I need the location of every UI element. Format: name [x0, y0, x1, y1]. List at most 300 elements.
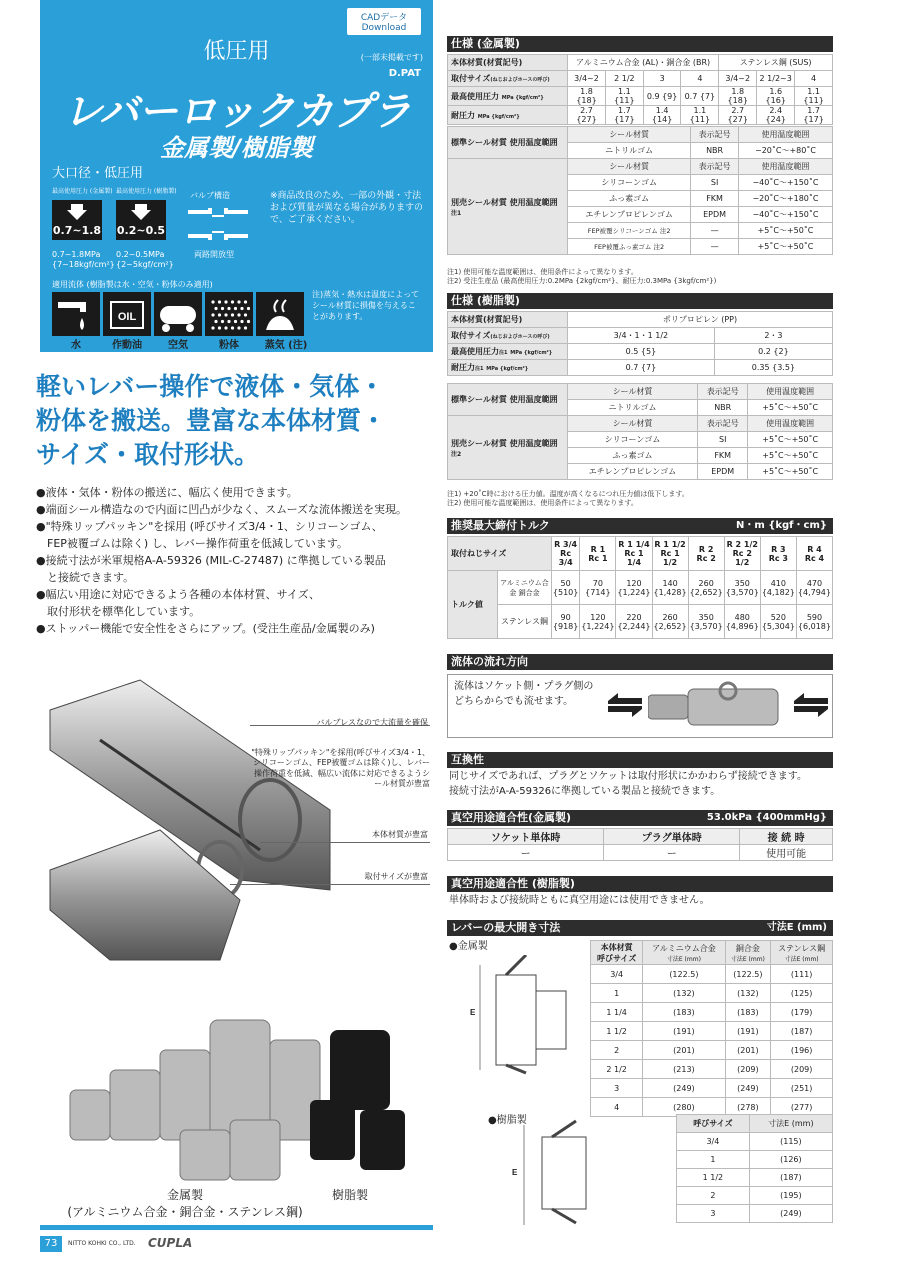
torque-head: [796, 537, 832, 571]
torque-k: {3,570}: [689, 621, 723, 631]
feature-item: ●接続寸法が米軍規格A-A-59326 (MIL-C-27487) に準拠している製品: [36, 554, 386, 568]
cad-note: (一部未掲載です): [360, 53, 423, 62]
lever-cell: (187): [771, 1022, 833, 1041]
table-row: [448, 127, 833, 143]
table-row: [448, 360, 833, 376]
head-line: 銅合金: [735, 943, 760, 953]
table-row: [448, 845, 833, 861]
torque-head: [616, 537, 652, 571]
size-cell: 2・3: [714, 328, 832, 344]
footnote: 注2) 受注生産品 (最高使用圧力:0.2MPa {2kgf/cm²}、耐圧力:0.3MPa {3kgf/cm²}): [447, 277, 717, 286]
torque-k: {2,652}: [653, 621, 687, 631]
unit-text: MPa {kgf/cm²}: [510, 350, 553, 356]
head-r: R 4: [807, 544, 822, 554]
note-text: 注1: [499, 350, 508, 356]
table-row: [591, 941, 833, 965]
lever-metal-diagram: [466, 955, 586, 1075]
torque-cell: [688, 571, 724, 605]
lever-cell: 3: [591, 1079, 643, 1098]
spec-metal-seal-table: [447, 126, 833, 255]
proof-cell: 1.7 {17}: [605, 106, 643, 125]
download-label: Download: [361, 23, 407, 33]
fluid-water: 水: [71, 340, 81, 351]
table-row: [677, 1187, 833, 1205]
spec-metal-table: [447, 54, 833, 125]
lever-cell: (195): [749, 1187, 832, 1205]
torque-k: {4,182}: [761, 587, 795, 597]
vac-cell: 使用可能: [740, 845, 833, 861]
dim-e-label: E: [512, 1168, 518, 1177]
seal-header: 表示記号: [698, 416, 748, 432]
head-r: R 1 1/2: [654, 540, 686, 549]
spec-resin-footnotes: [447, 490, 833, 508]
feature-item: FEP被覆ゴムは除く) し、レバー操作荷重を低減しています。: [36, 537, 349, 551]
powder-dots: [205, 292, 253, 336]
seal-cell: NBR: [698, 400, 748, 416]
torque-k: {4,896}: [725, 621, 759, 631]
size-label-sub: (ねじおよびホースの呼び): [490, 334, 550, 340]
seal-cell: +5˚C～+50˚C: [748, 464, 833, 480]
product-subtitle: 金属製/樹脂製: [160, 134, 313, 162]
lever-unit: 寸法E (mm): [766, 922, 827, 933]
section-flow: 流体の流れ方向: [447, 654, 833, 670]
lever-cell: (249): [749, 1205, 832, 1223]
proof-cell: 2.4 {24}: [757, 106, 795, 125]
company-name: NITTO KOHKI CO., LTD.: [68, 1240, 136, 1247]
feature-item: ●ストッパー機能で安全性をさらにアップ。(受注生産品/金属製のみ): [36, 622, 375, 636]
table-row: [448, 829, 833, 845]
pressure-cell: 1.1 {11}: [795, 87, 833, 106]
torque-cell: [796, 605, 832, 639]
size-label-sub: (ねじおよびホースの呼び): [490, 77, 550, 83]
lever-head: 呼びサイズ: [677, 1115, 750, 1133]
proof-text: 耐圧力: [451, 110, 475, 120]
torque-title: 推奨最大締付トルク: [451, 519, 550, 532]
lever-cell: 2: [591, 1041, 643, 1060]
table-row: [448, 605, 833, 639]
vac-resin-text: 単体時および接続時ともに真空用途には使用できません。: [449, 895, 710, 906]
seal-header: シール材質: [568, 384, 698, 400]
seal-cell: −20˚C～+180˚C: [738, 191, 832, 207]
page-number: 73: [40, 1236, 62, 1252]
seal-cell: エチレンプロピレンゴム: [568, 207, 691, 223]
callout-line: [260, 842, 430, 843]
lever-cell: (280): [643, 1098, 725, 1117]
torque-k: {5,304}: [761, 621, 795, 631]
head-rc: Rc 2: [696, 553, 716, 563]
brand-logo: CUPLA: [148, 1236, 193, 1250]
proof-cell: 0.35 {3.5}: [714, 360, 832, 376]
al-br-header: アルミニウム合金 (AL)・銅合金 (BR): [568, 55, 719, 71]
resin-pressure-gauge-icon: [116, 200, 166, 240]
flow-box: [447, 674, 833, 738]
proof-cell: 1.4 {14}: [643, 106, 681, 125]
seal-header: 使用温度範囲: [748, 384, 833, 400]
head-r: R 3: [771, 544, 786, 554]
oil-icon: [103, 292, 151, 336]
proof-cell: 1.1 {11}: [681, 106, 719, 125]
head-sub: 寸法E (mm): [784, 955, 819, 963]
lever-cell: 2: [677, 1187, 750, 1205]
torque-v: 120: [590, 612, 606, 622]
seal-cell: SI: [698, 432, 748, 448]
pressure-cell: 1.1 {11}: [605, 87, 643, 106]
size-cell: 4: [795, 71, 833, 87]
feature-list: [36, 484, 436, 637]
torque-table: [447, 536, 833, 639]
torque-cell: [760, 605, 796, 639]
thread-size-label: 取付ねじサイズ: [448, 537, 552, 571]
lever-metal-label: ●金属製: [449, 941, 488, 952]
table-row: [591, 984, 833, 1003]
seal-cell: FKM: [698, 448, 748, 464]
seal-cell: EPDM: [691, 207, 739, 223]
note-text: 注1: [475, 366, 484, 372]
size-label: [448, 328, 568, 344]
lead-line: サイズ・取付形状。: [36, 439, 260, 469]
powder-icon: [205, 292, 253, 336]
vac-head: プラグ単体時: [604, 829, 740, 845]
torque-k: {6,018}: [797, 621, 831, 631]
head-r: R 2 1/2: [726, 540, 758, 549]
vac-cell: ー: [604, 845, 740, 861]
torque-cell: [551, 571, 579, 605]
head-line: 呼びサイズ: [596, 953, 637, 963]
torque-head: [760, 537, 796, 571]
compat-line: 同じサイズであれば、プラグとソケットは取付形状にかかわらず接続できます。: [449, 771, 807, 782]
lever-cell: 1 1/2: [677, 1169, 750, 1187]
feature-item: ●液体・気体・粉体の搬送に、幅広く使用できます。: [36, 486, 298, 499]
lever-cell: (132): [725, 984, 771, 1003]
lever-cell: (111): [771, 965, 833, 984]
torque-unit: N・m {kgf・cm}: [735, 520, 827, 531]
head-line: アルミニウム合金: [652, 943, 716, 953]
proof-cell: 2.7 {27}: [568, 106, 606, 125]
table-row: [448, 328, 833, 344]
seal-header: シール材質: [568, 127, 691, 143]
torque-k: {1,224}: [617, 587, 651, 597]
valve-structure-icon: [186, 204, 250, 246]
seal-cell: ふっ素ゴム: [568, 448, 698, 464]
torque-v: 480: [734, 612, 750, 622]
torque-head: [724, 537, 760, 571]
product-notes: ※商品改良のため、一部の外観・寸法および質量が異なる場合がありますので、ご了承ください。: [270, 191, 424, 226]
footer-rule: [40, 1225, 433, 1230]
valve-label: バルブ構造: [190, 191, 230, 200]
torque-cell: [616, 605, 652, 639]
opt-note: 注1: [451, 209, 462, 217]
footnote: 注1) 使用可能な温度範囲は、使用条件によって異なります。: [447, 268, 638, 276]
table-row: [677, 1151, 833, 1169]
lever-cell: (201): [643, 1041, 725, 1060]
seal-header: シール材質: [568, 416, 698, 432]
caption-metal-title: 金属製: [166, 1188, 203, 1202]
head-sub: 寸法E (mm): [666, 955, 701, 963]
cad-label: CADデータ: [360, 13, 408, 23]
arrow-down-icon: [131, 204, 151, 220]
seal-cell: シリコーンゴム: [568, 432, 698, 448]
lever-cell: 3: [677, 1205, 750, 1223]
size-label-text: 取付サイズ: [451, 331, 491, 340]
pressure-cell: 1.8 {18}: [568, 87, 606, 106]
table-row: [448, 71, 833, 87]
seal-header: 使用温度範囲: [748, 416, 833, 432]
lever-cell: 1: [677, 1151, 750, 1169]
vac-metal-unit: 53.0kPa {400mmHg}: [706, 812, 827, 823]
seal-header: 使用温度範囲: [738, 127, 832, 143]
torque-cell: [760, 571, 796, 605]
vacuum-metal-table: [447, 828, 833, 861]
flow-line: どちらからでも流せます。: [454, 696, 574, 707]
proof-cell: 0.7 {7}: [568, 360, 715, 376]
lever-cell: (179): [771, 1003, 833, 1022]
table-row: [677, 1133, 833, 1151]
max-pressure-text: 最高使用圧力: [451, 91, 499, 101]
spec-resin-seal-table: [447, 383, 833, 480]
section-spec-resin: 仕様 (樹脂製): [447, 293, 833, 309]
lever-head: [725, 941, 771, 965]
resin-pressure-note: 0.2~0.5MPa {2~5kgf/cm²}: [116, 250, 174, 270]
lever-cell: (191): [725, 1022, 771, 1041]
callout-mounting-size: 取付サイズが豊富: [364, 872, 428, 881]
section-vacuum-resin: 真空用途適合性 (樹脂製): [447, 876, 833, 892]
unit-text: MPa {kgf/cm²}: [501, 94, 544, 101]
lead-line: 軽いレバー操作で液体・気体・: [36, 372, 385, 401]
unit-text: MPa {kgf/cm²}: [477, 113, 520, 120]
feature-item: と接続できます。: [36, 571, 135, 585]
head-line: ステンレス鋼: [778, 943, 826, 953]
lever-cell: (125): [771, 984, 833, 1003]
head-rc: Rc 4: [804, 553, 825, 563]
lever-cell: (249): [643, 1079, 725, 1098]
torque-v: 470: [806, 578, 823, 588]
lever-cell: (183): [643, 1003, 725, 1022]
seal-cell: シリコーンゴム: [568, 175, 691, 191]
callout-line: [230, 884, 430, 885]
opt-seal-text: 別売シール材質 使用温度範囲: [451, 197, 558, 207]
torque-cell: [688, 605, 724, 639]
lever-cell: (213): [643, 1060, 725, 1079]
seal-cell: エチレンプロピレンゴム: [568, 464, 698, 480]
table-row: [448, 159, 833, 175]
table-row: [448, 416, 833, 432]
torque-cell: [580, 571, 616, 605]
seal-cell: FEP被覆ふっ素ゴム 注2: [568, 239, 691, 255]
flow-text: [454, 679, 593, 709]
low-pressure-tag: 低圧用: [203, 39, 270, 64]
seal-cell: +5˚C～+50˚C: [748, 448, 833, 464]
water-icon: [52, 292, 100, 336]
seal-cell: ニトリルゴム: [568, 400, 698, 416]
opt-seal-label: [448, 416, 568, 480]
lever-cell: 2 1/2: [591, 1060, 643, 1079]
torque-cell: [551, 605, 579, 639]
seal-cell: +5˚C～+50˚C: [748, 432, 833, 448]
lever-title: レバーの最大開き寸法: [451, 921, 561, 934]
size-cell: 3: [643, 71, 681, 87]
pressure-cell: 0.2 {2}: [714, 344, 832, 360]
seal-header: 表示記号: [698, 384, 748, 400]
lever-resin-diagram: [510, 1115, 620, 1230]
torque-v: 410: [770, 578, 786, 588]
head-rc: Rc 3: [768, 553, 788, 563]
proof-pressure-label: [448, 360, 568, 376]
torque-v: 350: [734, 578, 750, 588]
head-line: 本体材質: [600, 942, 633, 952]
torque-v: 590: [806, 612, 823, 622]
lever-cell: 3/4: [677, 1133, 750, 1151]
metal-pressure-value: 0.7~1.8: [52, 224, 102, 237]
lever-cell: (132): [643, 984, 725, 1003]
al-label: アルミニウム合金 銅合金: [498, 571, 552, 605]
table-row: [591, 1022, 833, 1041]
bidirectional-arrow-icon: [794, 693, 828, 717]
seal-cell: +5˚C～+50˚C: [738, 223, 832, 239]
size-cell: 3/4~2: [719, 71, 757, 87]
head-rc: Rc 1 1/2: [660, 549, 680, 567]
size-cell: 3/4~2: [568, 71, 606, 87]
proof-pressure-label: [448, 106, 568, 125]
torque-k: {2,244}: [617, 621, 651, 631]
seal-header: 使用温度範囲: [738, 159, 832, 175]
lever-head: 寸法E (mm): [749, 1115, 832, 1133]
seal-header: シール材質: [568, 159, 691, 175]
lever-cell: (196): [771, 1041, 833, 1060]
lever-resin-table: [676, 1114, 833, 1223]
seal-cell: FKM: [691, 191, 739, 207]
torque-v: 520: [770, 612, 786, 622]
head-r: R 3/4: [554, 540, 578, 549]
torque-v: 50: [560, 578, 571, 588]
table-row: [448, 344, 833, 360]
torque-k: {918}: [552, 621, 579, 631]
vac-head: ソケット単体時: [448, 829, 604, 845]
proof-text: 耐圧力: [451, 363, 475, 372]
std-seal-label: 標準シール材質 使用温度範囲: [448, 384, 568, 416]
dpat-mark: D.PAT: [388, 68, 421, 79]
pressure-cell: 1.6 {16}: [757, 87, 795, 106]
torque-value-label: トルク値: [448, 571, 498, 639]
torque-head: [580, 537, 616, 571]
lever-resin-label: ●樹脂製: [488, 1115, 527, 1126]
section-vacuum-metal: [447, 810, 833, 826]
lever-cell: (122.5): [725, 965, 771, 984]
lever-cell: (183): [725, 1003, 771, 1022]
seal-cell: +5˚C～+50˚C: [748, 400, 833, 416]
feature-item: ●幅広い用途に対応できるよう各種の本体材質、サイズ、: [36, 588, 321, 602]
torque-cell: [580, 605, 616, 639]
seal-cell: EPDM: [698, 464, 748, 480]
section-lever-opening: [447, 920, 833, 936]
head-rc: Rc 2 1/2: [732, 549, 752, 567]
valve-type: 両路開放型: [194, 250, 234, 259]
seal-header: 表示記号: [691, 127, 739, 143]
unit-text: MPa {kgf/cm²}: [486, 366, 529, 372]
torque-v: 350: [698, 612, 714, 622]
head-rc: Rc 3/4: [558, 549, 573, 567]
seal-cell: —: [691, 239, 739, 255]
size-label: [448, 71, 568, 87]
pressure-cell: 1.8 {18}: [719, 87, 757, 106]
fluid-label: 適用流体 (樹脂製は水・空気・粉体のみ適用): [52, 280, 213, 289]
table-row: [591, 1003, 833, 1022]
resin-pressure-value: 0.2~0.5: [116, 224, 166, 237]
air-icon: [154, 292, 202, 336]
table-row: [448, 537, 833, 571]
torque-k: {510}: [552, 587, 579, 597]
lever-cell: 3/4: [591, 965, 643, 984]
torque-k: {2,652}: [689, 587, 723, 597]
pp-header: ポリプロピレン (PP): [568, 312, 833, 328]
torque-k: {4,794}: [797, 587, 831, 597]
table-row: [448, 312, 833, 328]
pressure-cell: 0.5 {5}: [568, 344, 715, 360]
compat-line: 接続寸法がA-A-59326に準拠している製品と接続できます。: [449, 786, 721, 797]
spec-metal-footnotes: [447, 268, 833, 286]
head-r: R 1 1/4: [618, 540, 650, 549]
feature-item: 取付形状を標準化しています。: [36, 605, 201, 619]
lead-copy: [36, 370, 436, 471]
section-compat: 互換性: [447, 752, 833, 768]
metal-pressure-note: 0.7~1.8MPa {7~18kgf/cm²}: [52, 250, 115, 270]
fluid-air: 空気: [168, 340, 188, 351]
torque-v: 140: [662, 578, 678, 588]
size-cell: 4: [681, 71, 719, 87]
table-row: [591, 1041, 833, 1060]
seal-cell: ふっ素ゴム: [568, 191, 691, 207]
opt-note: 注2: [451, 450, 462, 458]
cad-download-button[interactable]: [347, 8, 421, 35]
lever-cell: (249): [725, 1079, 771, 1098]
lever-cell: (122.5): [643, 965, 725, 984]
max-pressure-label: [448, 87, 568, 106]
torque-v: 90: [560, 612, 571, 622]
vac-metal-title: 真空用途適合性(金属製): [451, 811, 572, 824]
table-row: [448, 55, 833, 71]
size-cell: 2 1/2: [605, 71, 643, 87]
seal-cell: ニトリルゴム: [568, 143, 691, 159]
bidirectional-arrow-icon: [608, 693, 642, 717]
size-label-text: 取付サイズ: [451, 74, 491, 83]
body-material-label: 本体材質(材質記号): [448, 312, 568, 328]
arrow-down-icon: [67, 204, 87, 220]
vac-cell: ー: [448, 845, 604, 861]
lever-head: [643, 941, 725, 965]
lever-cell: (209): [771, 1060, 833, 1079]
torque-v: 260: [698, 578, 714, 588]
lever-cell: (115): [749, 1133, 832, 1151]
torque-head: [688, 537, 724, 571]
lever-head: [771, 941, 833, 965]
fluid-steam: 蒸気 (注): [264, 340, 308, 351]
table-row: [677, 1205, 833, 1223]
caption-metal: [60, 1186, 310, 1220]
product-title: レバーロックカプラ: [62, 89, 411, 135]
vac-head: 接 続 時: [740, 829, 833, 845]
torque-k: {1,428}: [653, 587, 687, 597]
seal-cell: −40˚C～+150˚C: [738, 175, 832, 191]
lever-cell: (209): [725, 1060, 771, 1079]
dim-e-label: E: [470, 1008, 476, 1017]
spec-resin-table: [447, 311, 833, 376]
callout-valveless: バルブレスなので大流量を確保: [316, 718, 428, 727]
table-row: [448, 87, 833, 106]
table-row: [448, 384, 833, 400]
torque-k: {1,224}: [581, 621, 615, 631]
lever-cell: 4: [591, 1098, 643, 1117]
callout-lip-packing: "特殊リップパッキン"を採用(呼びサイズ3/4・1、シリコーンゴム、FEP被覆ゴムは除く)し、レバー操作荷重を低減、幅広い流体に対応できるようシール材質が豊富: [251, 748, 430, 789]
table-row: [677, 1169, 833, 1187]
